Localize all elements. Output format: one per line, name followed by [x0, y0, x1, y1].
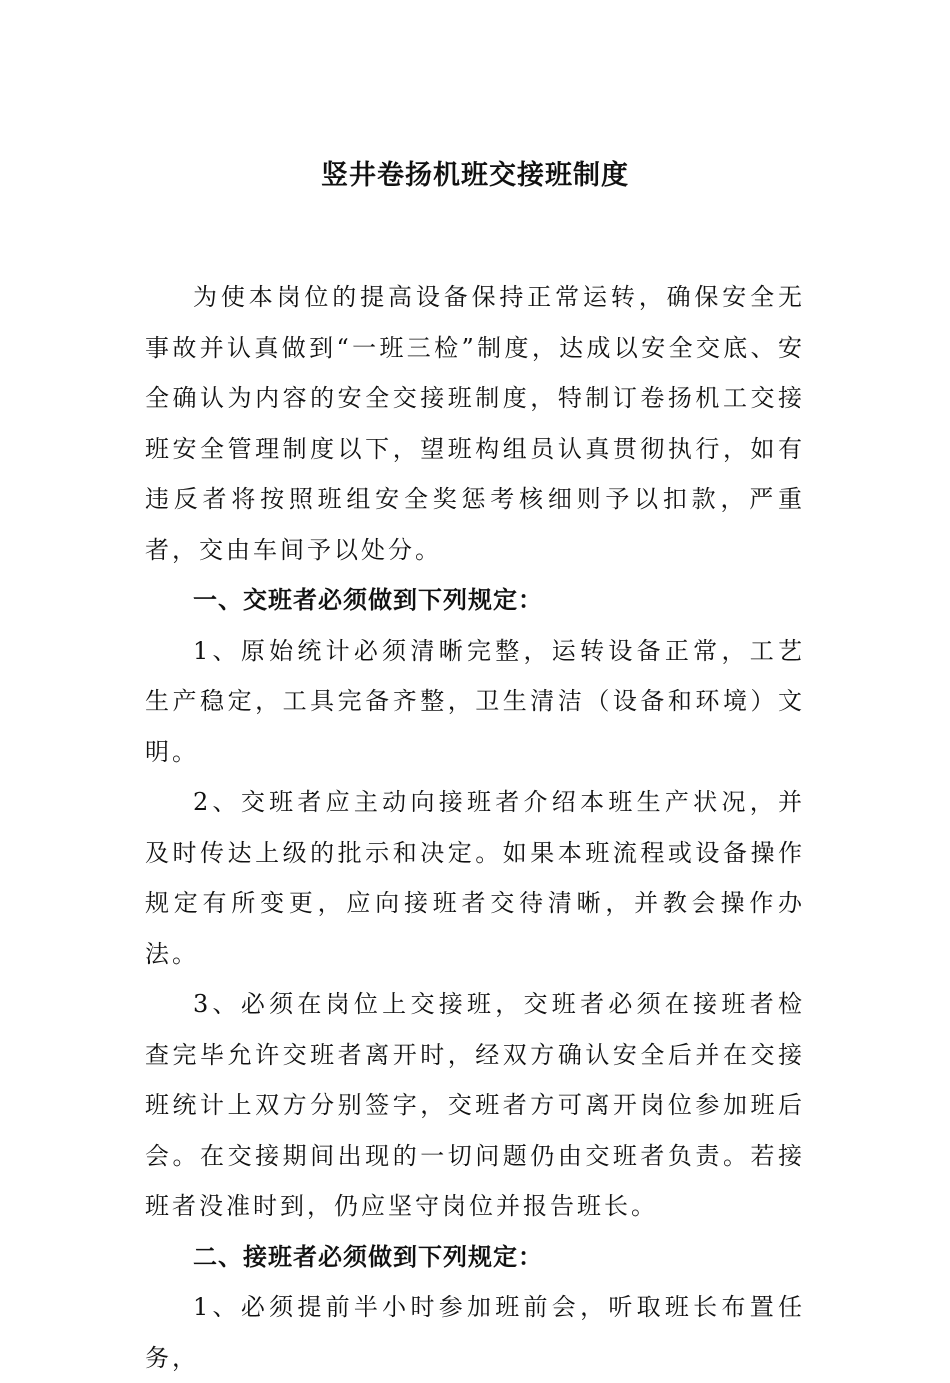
- handover-rule-3: 3、必须在岗位上交接班，交班者必须在接班者检查完毕允许交班者离开时，经双方确认安全后并在交接班统计上双方分别签字，交班者方可离开岗位参加班后会。在交接期间出现的一切问题仍由交班者负责。若接班者没准时到，仍应坚守岗位并报告班长。: [145, 990, 805, 1220]
- document-body: [145, 272, 805, 1383]
- document-title: 竖井卷扬机班交接班制度: [321, 160, 629, 191]
- section-heading-takeover: 二、接班者必须做到下列规定：: [193, 1242, 543, 1271]
- takeover-rule-1: 1、必须提前半小时参加班前会，听取班长布置任务，: [145, 1293, 805, 1372]
- handover-rule-2: 2、交班者应主动向接班者介绍本班生产状况，并及时传达上级的批示和决定。如果本班流程或设备操作规定有所变更，应向接班者交待清晰，并教会操作办法。: [145, 788, 805, 968]
- handover-rule-1: 1、原始统计必须清晰完整，运转设备正常，工艺生产稳定，工具完备齐整，卫生清洁（设备和环境）文明。: [145, 636, 805, 766]
- intro-paragraph: 为使本岗位的提高设备保持正常运转，确保安全无事故并认真做到“一班三检”制度，达成以安全交底、安全确认为内容的安全交接班制度，特制订卷扬机工交接班安全管理制度以下，望班构组员认真贯彻执行，如有违反者将按照班组安全奖惩考核细则予以扣款，严重者，交由车间予以处分。: [145, 283, 805, 564]
- section-heading-handover: 一、交班者必须做到下列规定：: [193, 586, 543, 614]
